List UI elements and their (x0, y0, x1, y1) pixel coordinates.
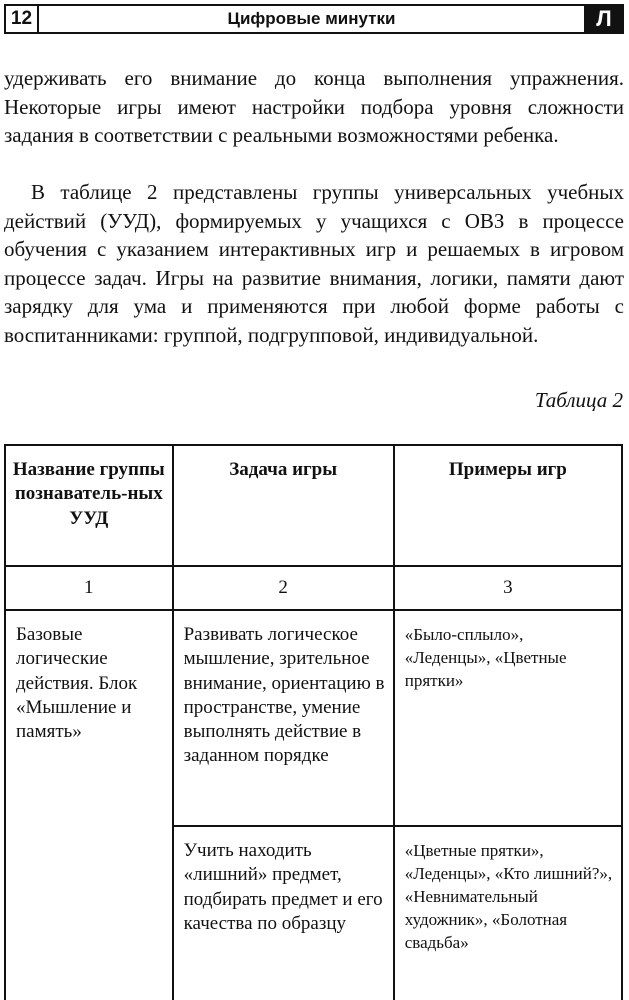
examples-cell: «Цветные прятки», «Леденцы», «Кто лишний?», «Невнимательный художник», «Болотная свадьба» (394, 826, 622, 1000)
table-row (5, 610, 622, 826)
page-header (4, 4, 624, 36)
table-header-row (5, 445, 622, 566)
header-group-name: Название группы познаватель-ных УУД (5, 445, 173, 566)
uud-table (4, 444, 623, 1000)
table-caption: Таблица 2 (534, 388, 623, 412)
header-task: Задача игры (173, 445, 394, 566)
task-cell: Развивать логическое мышление, зрительное внимание, ориентацию в пространстве, умение выполнять действие в заданном порядке (173, 610, 394, 826)
group-name-cell: Базовые логические действия. Блок «Мышление и память» (5, 610, 173, 1000)
paragraph-2: В таблице 2 представлены группы универсальных учебных действий (УУД), формируемых у учащихся с ОВЗ в процессе обучения с указанием интерактивных игр и решаемых в игровом процессе задач. Игры на развитие внимания, логики, памяти дают зарядку для ума и применяются при любой форме работы с воспитанниками: группой, подгрупповой, индивидуальной. (4, 180, 624, 347)
header-examples: Примеры игр (394, 445, 622, 566)
column-number-row (5, 566, 622, 610)
column-number: 3 (394, 566, 622, 610)
column-number: 2 (173, 566, 394, 610)
page-number: 12 (4, 4, 39, 34)
column-number: 1 (5, 566, 173, 610)
paragraph-1: удерживать его внимание до конца выполнения упражнения. Некоторые игры имеют настройки подбора уровня сложности задания в соответствии с реальными возможностями ребенка. (4, 66, 624, 148)
examples-cell: «Было-сплыло», «Леденцы», «Цветные прятки» (394, 610, 622, 826)
running-title: Цифровые минутки (39, 4, 584, 34)
section-mark: Л (584, 4, 624, 34)
task-cell: Учить находить «лишний» предмет, подбирать предмет и его качества по образцу (173, 826, 394, 1000)
